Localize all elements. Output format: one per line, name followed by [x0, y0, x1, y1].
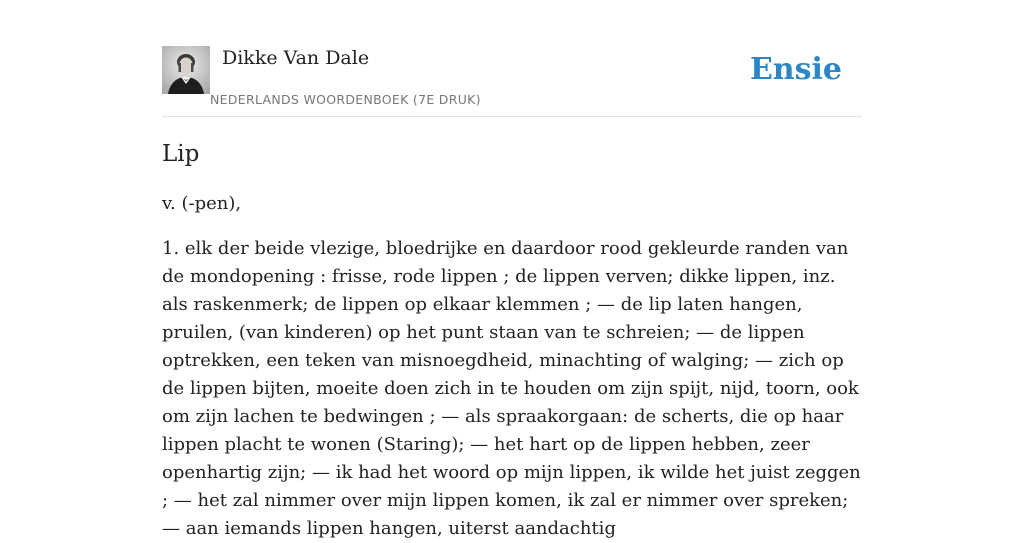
- entry-grammar: v. (-pen),: [162, 193, 242, 214]
- author-portrait-icon: [162, 46, 210, 94]
- entry-definition: 1. elk der beide vlezige, bloedrijke en daardoor rood gekleurde randen van de mondopening : frisse, rode lippen ; de lippen verven; dikke lippen, inz. als raskenmerk; de lippen op elkaar klemmen ; — de lip laten hangen, pruilen, (van kinderen) op het punt staan van te schreien; — de lippen optrekken, een teken van misnoegdheid, minachting of walging; — zich op de lippen bijten, moeite doen zich in te houden om zijn spijt, nijd, toorn, ook om zijn lachen te bedwingen ; — als spraakorgaan: de scherts, die op haar lippen placht te wonen (Staring); — het hart op de lippen hebben, zeer openhartig zijn; — ik had het woord op mijn lippen, ik wilde het juist zeggen ; — het zal nimmer over mijn lippen komen, ik zal er nimmer over spreken; — aan iemands lippen hangen, uiterst aandachtig: [162, 238, 861, 539]
- source-name[interactable]: NEDERLANDS WOORDENBOEK (7E DRUK): [210, 92, 481, 107]
- brand-logo[interactable]: Ensie: [749, 52, 842, 87]
- header: [162, 46, 862, 117]
- entry-title: Lip: [162, 141, 200, 167]
- author-avatar[interactable]: [162, 46, 210, 94]
- entry-content: [162, 138, 864, 543]
- author-name[interactable]: Dikke Van Dale: [222, 47, 370, 69]
